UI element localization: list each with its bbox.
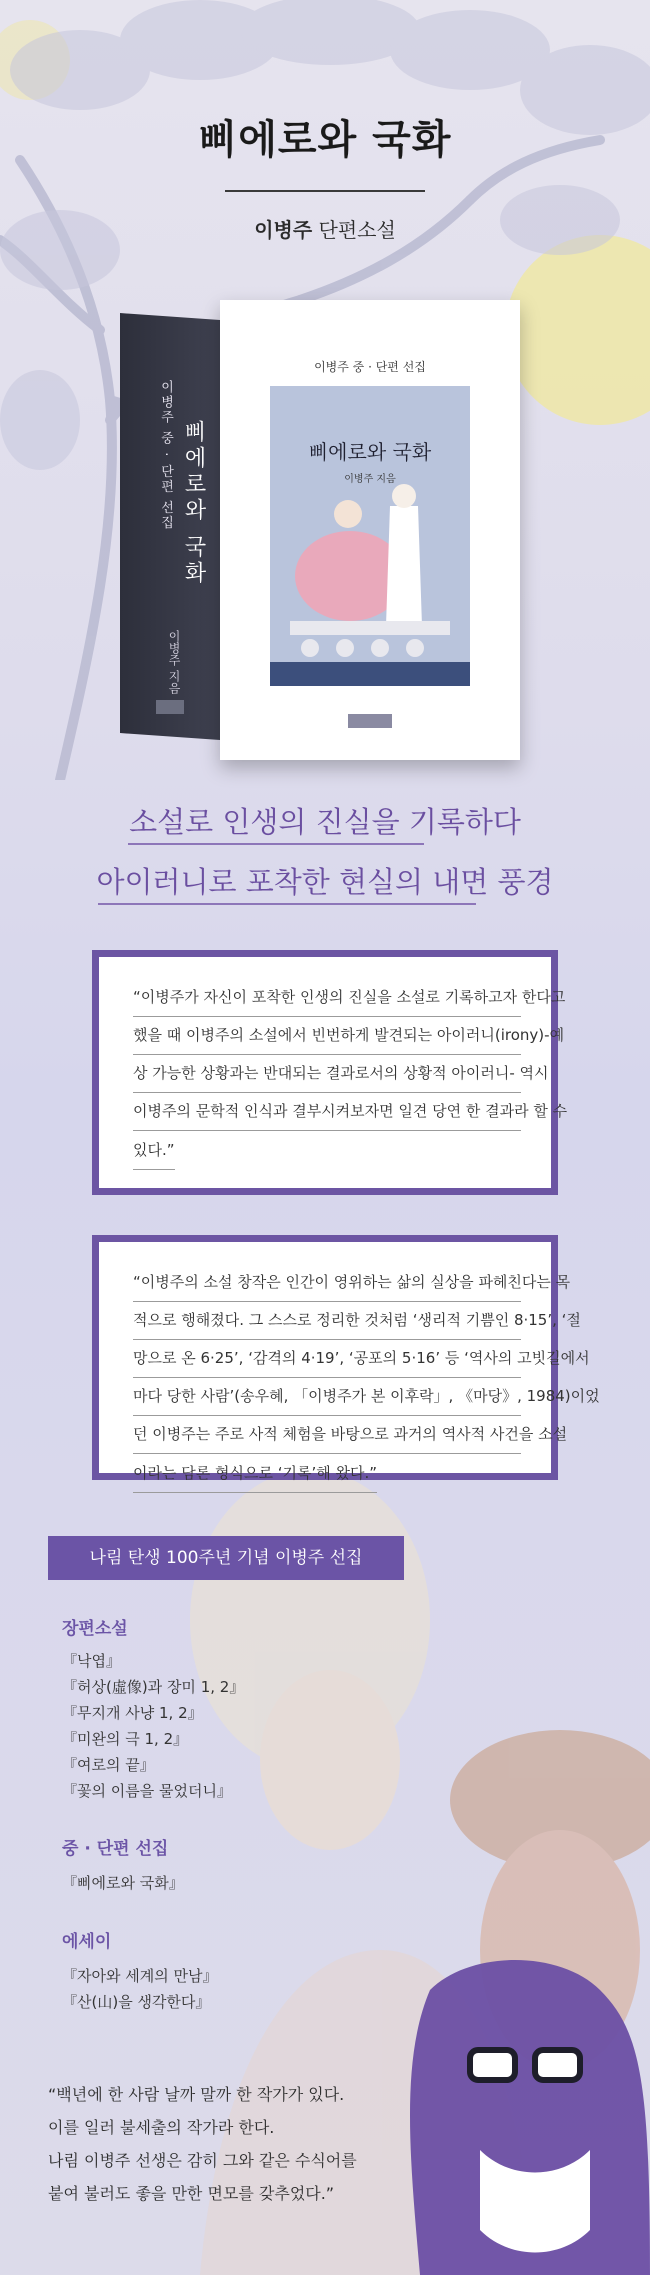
quote-box-1 [92,950,568,1195]
quote-line: “이병주의 소설 창작은 인간이 영위하는 삶의 실상을 파헤친다는 목 [133,1264,521,1302]
quote-line: 있다.” [133,1132,175,1170]
quote-line: 적으로 행해졌다. 그 스스로 정리한 것처럼 ‘생리적 기쁨인 8·15’, ‘절 [133,1302,521,1340]
book-list-item: 『낙엽』 [62,1652,121,1670]
book-list-item: 『허상(虛像)과 장미 1, 2』 [62,1678,245,1696]
quote-line: 던 이병주는 주로 사적 체험을 바탕으로 과거의 역사적 사건을 소설 [133,1416,521,1454]
closing-line: “백년에 한 사람 날까 말까 한 작가가 있다. [48,2085,345,2104]
book-cover-art [270,386,470,686]
collection-banner: 나림 탄생 100주년 기념 이병주 선집 [48,1536,404,1580]
cover-author: 이병주 지음 [344,474,396,485]
category-title: 에세이 [62,1932,112,1952]
book-list-item: 『삐에로와 국화』 [62,1874,184,1892]
spine-author: 이병주 지음 [167,630,181,694]
book-front [220,300,520,760]
book-list-item: 『여로의 끝』 [62,1756,155,1774]
closing-line: 나림 이병주 선생은 감히 그와 같은 수식어를 [48,2151,357,2170]
book-list-item: 『미완의 극 1, 2』 [62,1730,189,1748]
closing-line: 붙여 불러도 좋을 만한 면모를 갖추었다.” [48,2184,335,2203]
book-list-item: 『자아와 세계의 만남』 [62,1967,218,1985]
headline-2-underline [98,903,476,905]
headline-1: 소설로 인생의 진실을 기록하다 [129,805,521,839]
quote-2-text [133,1264,600,1493]
quote-1-text [133,979,568,1170]
category-title: 장편소설 [62,1619,128,1639]
quote-line: 마다 당한 사람’(송우혜, 「이병주가 본 이후락」, 《마당》, 1984)이었 [133,1378,521,1416]
closing-line: 이를 일러 불세출의 작가라 한다. [48,2118,275,2137]
quote-line: 상 가능한 상황과는 반대되는 결과로서의 상황적 아이러니- 역시 [133,1055,521,1093]
headline-2: 아이러니로 포착한 현실의 내면 풍경 [96,865,554,899]
title-divider [225,190,425,192]
quote-box-2 [92,1235,600,1482]
subtitle [0,214,650,243]
headline-1-underline [128,843,424,845]
closing-quote [48,2078,357,2210]
quote-line: 했을 때 이병주의 소설에서 빈번하게 발견되는 아이러니(irony)-예 [133,1017,521,1055]
publisher-logo [348,714,392,728]
spine-title: 삐에로와 국화 [181,420,206,587]
subtitle-author: 이병주 [254,218,313,242]
book-list-item: 『산(山)을 생각한다』 [62,1993,211,2011]
quote-line: 이라는 담론 형식으로 ‘기록’해 왔다.” [133,1455,377,1493]
spine-series: 이병주 중 · 단편 선집 [158,380,173,531]
book-box-image [120,300,540,770]
quote-line: “이병주가 자신이 포착한 인생의 진실을 소설로 기록하고자 한다고 [133,979,521,1017]
pierrot-illustration [270,386,470,686]
spine-logo [156,700,184,714]
page-title: 삐에로와 국화 [198,116,452,163]
front-series: 이병주 중 · 단편 선집 [314,360,426,374]
subtitle-genre: 단편소설 [318,218,396,242]
category-title: 중 · 단편 선집 [62,1839,169,1859]
book-list-item: 『무지개 사냥 1, 2』 [62,1704,203,1722]
quote-line: 이병주의 문학적 인식과 결부시켜보자면 일견 당연 한 결과라 할 수 [133,1093,521,1131]
cover-title: 삐에로와 국화 [308,440,432,464]
quote-line: 망으로 온 6·25’, ‘감격의 4·19’, ‘공포의 5·16’ 등 ‘역사의 고빗길에서 [133,1340,521,1378]
book-list-item: 『꽃의 이름을 물었더니』 [62,1782,232,1800]
